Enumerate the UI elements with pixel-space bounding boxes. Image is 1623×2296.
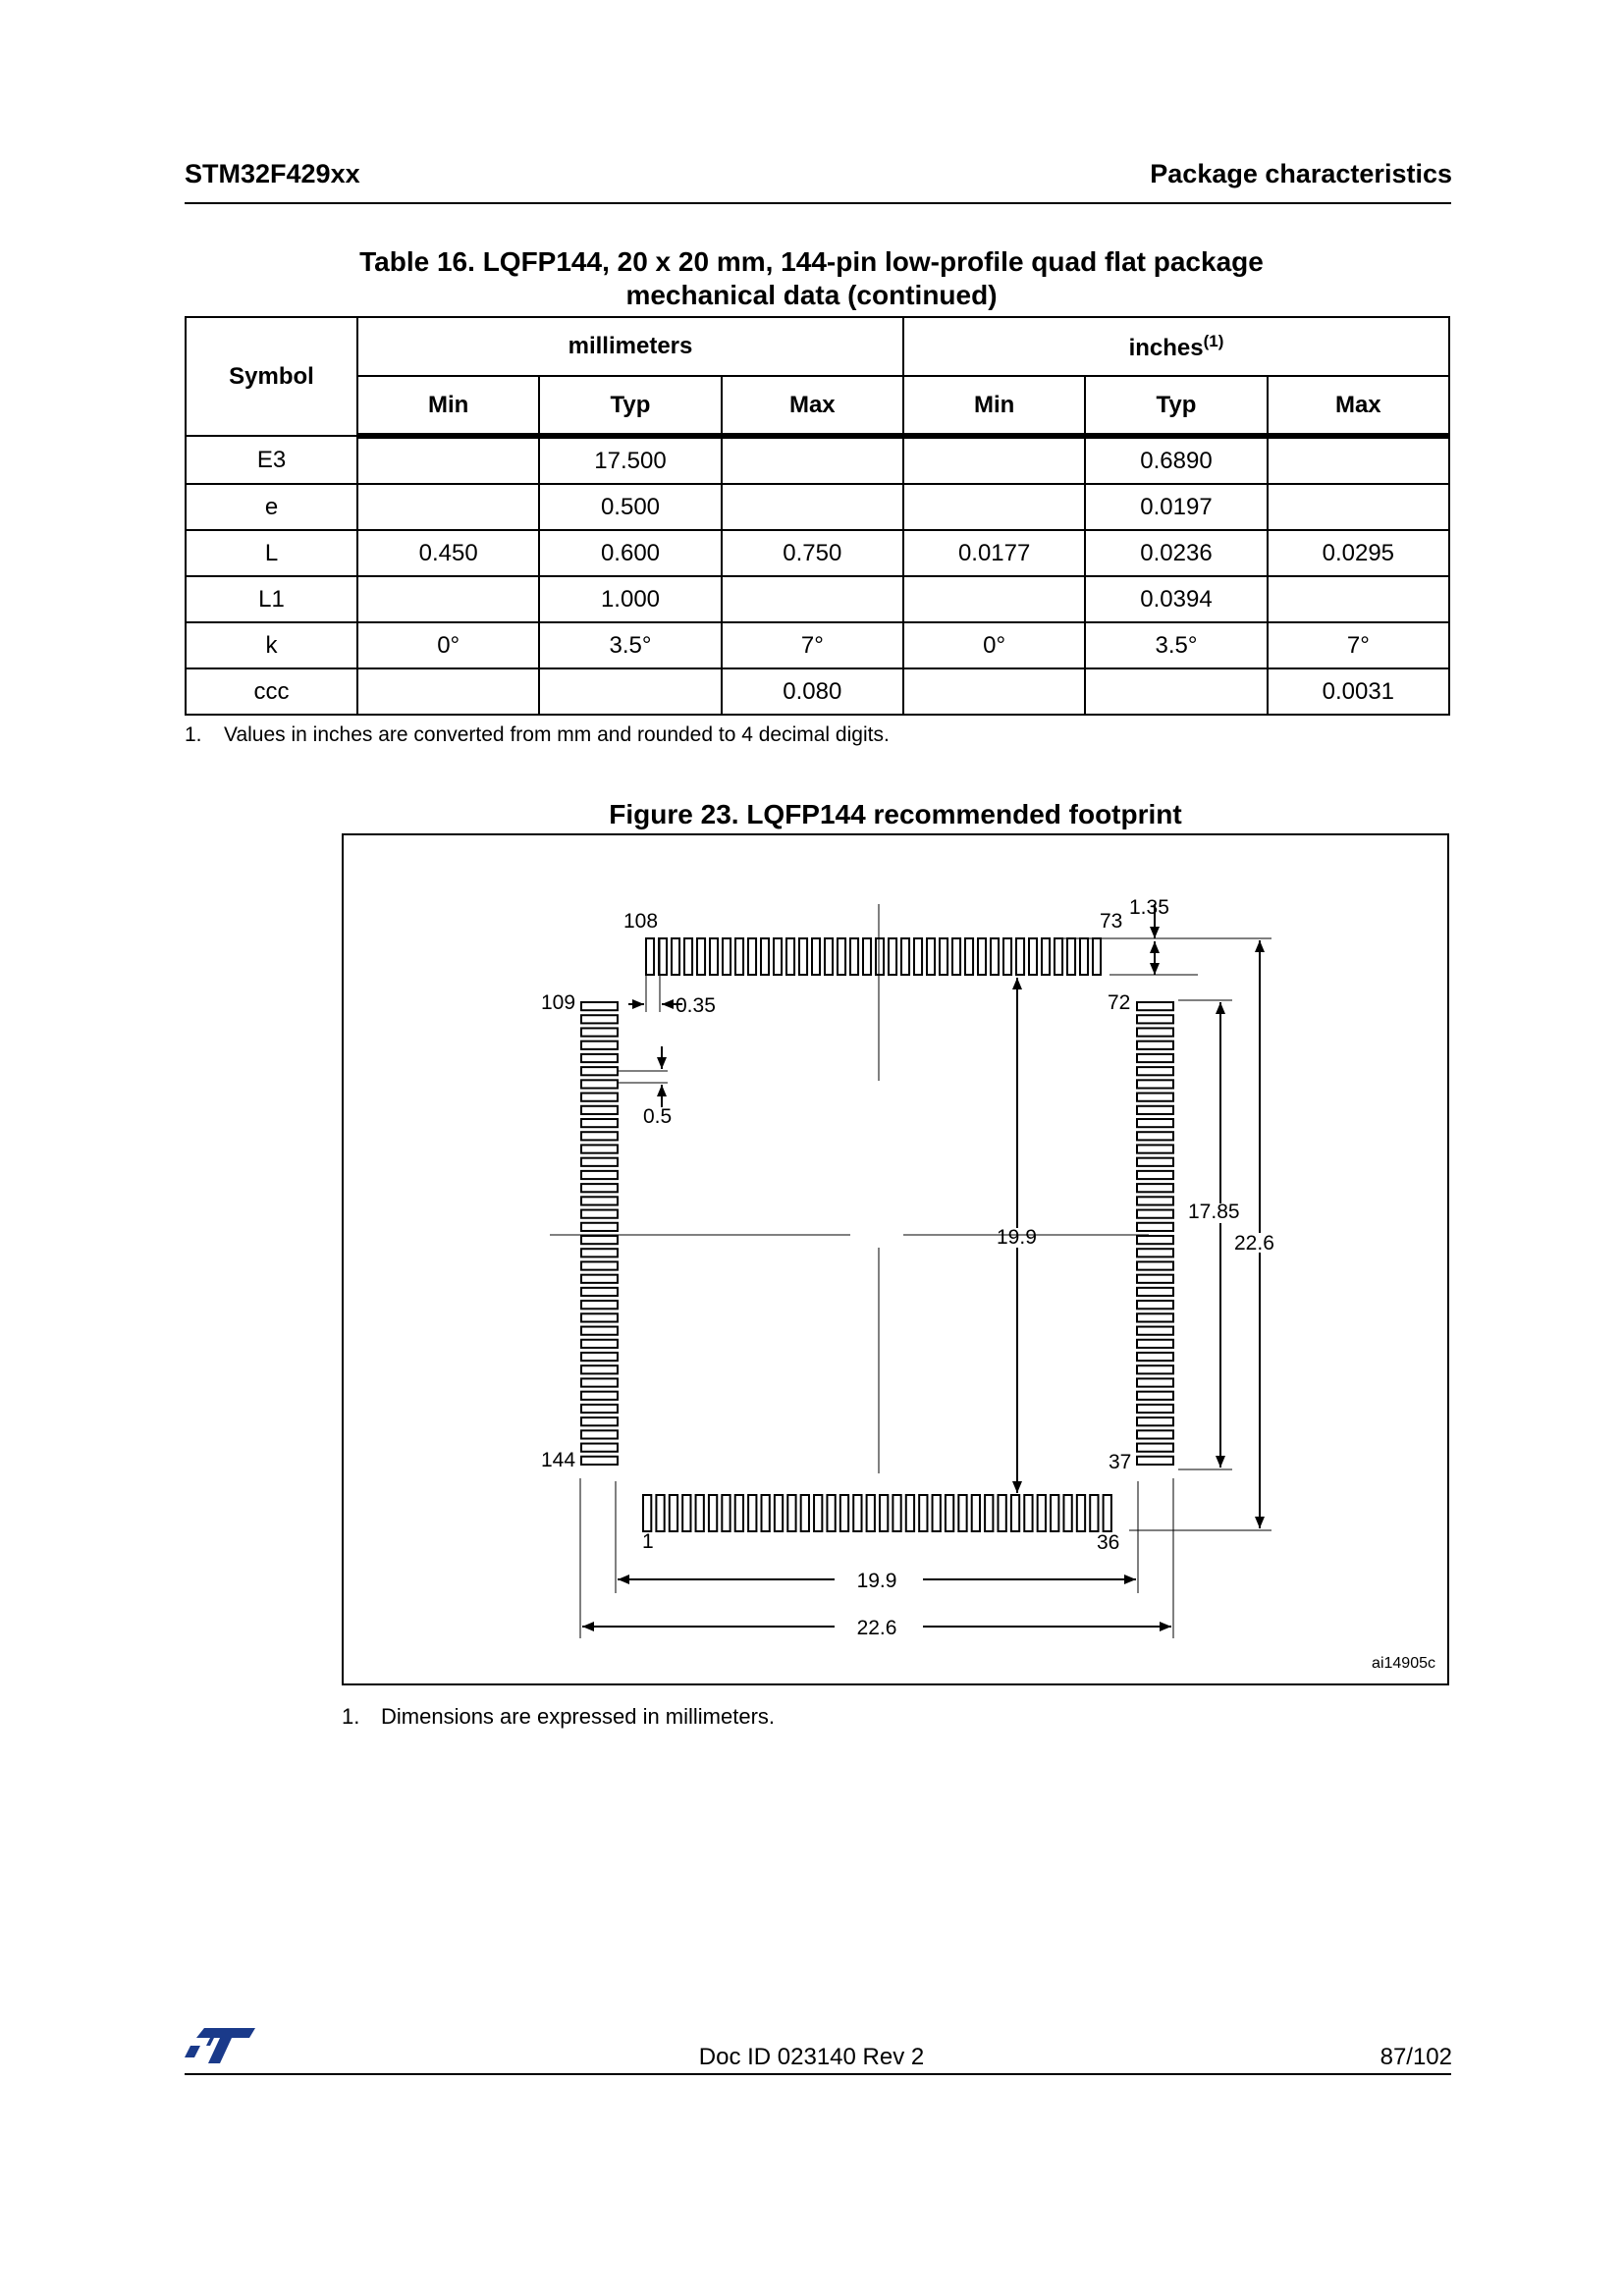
dim-label-inner-vertical: 19.9 xyxy=(997,1226,1037,1249)
value-cell xyxy=(357,668,539,715)
footnote-ref: (1) xyxy=(1203,331,1224,350)
table-row xyxy=(186,668,1449,715)
sub-header-mm-typ: Typ xyxy=(539,376,721,436)
pad-right xyxy=(1137,1223,1173,1231)
pad-right xyxy=(1137,1132,1173,1140)
pad-top xyxy=(672,938,679,975)
pad-top xyxy=(799,938,807,975)
pad-left xyxy=(581,1067,618,1075)
pad-bottom xyxy=(682,1495,690,1531)
value-cell xyxy=(903,436,1085,484)
pad-right xyxy=(1137,1288,1173,1296)
running-header-section: Package characteristics xyxy=(1150,159,1452,188)
sub-header-in-max: Max xyxy=(1268,376,1449,436)
pad-left xyxy=(581,1094,618,1101)
value-cell: 0.600 xyxy=(539,530,721,576)
pad-bottom xyxy=(999,1495,1006,1531)
pad-left xyxy=(581,1145,618,1152)
pad-left xyxy=(581,1249,618,1256)
pad-bottom xyxy=(946,1495,953,1531)
pad-left xyxy=(581,1132,618,1140)
pad-top xyxy=(786,938,794,975)
pad-right xyxy=(1137,1313,1173,1321)
pad-top xyxy=(876,938,884,975)
pad-left xyxy=(581,1054,618,1062)
pad-left xyxy=(581,1340,618,1348)
dim-label-inner-horizontal: 19.9 xyxy=(856,1570,897,1592)
symbol-cell: L xyxy=(186,530,357,576)
table-footnote-number: 1. xyxy=(185,723,202,746)
value-cell: 17.500 xyxy=(539,436,721,484)
pad-right xyxy=(1137,1210,1173,1218)
pad-left xyxy=(581,1015,618,1023)
pad-top xyxy=(723,938,730,975)
pad-right xyxy=(1137,1054,1173,1062)
pad-top xyxy=(710,938,718,975)
pad-left xyxy=(581,1119,618,1127)
pad-right xyxy=(1137,1378,1173,1386)
pad-left xyxy=(581,1327,618,1335)
sub-header-in-min: Min xyxy=(903,376,1085,436)
pad-right xyxy=(1137,1392,1173,1400)
pad-bottom xyxy=(906,1495,914,1531)
pad-right xyxy=(1137,1197,1173,1204)
pad-right xyxy=(1137,1261,1173,1269)
table-footnote: Values in inches are converted from mm and rounded to 4 decimal digits. xyxy=(224,723,890,746)
pad-left xyxy=(581,1353,618,1361)
dim-label-pad-span: 17.85 xyxy=(1188,1201,1240,1223)
pin-label-37: 37 xyxy=(1109,1451,1132,1473)
symbol-cell: E3 xyxy=(186,436,357,484)
pad-left xyxy=(581,1378,618,1386)
footprint-figure xyxy=(342,833,1449,1685)
value-cell xyxy=(539,668,721,715)
pad-bottom xyxy=(880,1495,888,1531)
pad-top xyxy=(1055,938,1062,975)
value-cell: 0.0295 xyxy=(1268,530,1449,576)
pad-left xyxy=(581,1223,618,1231)
value-cell: 0.750 xyxy=(722,530,903,576)
pin-label-108: 108 xyxy=(623,910,659,933)
symbol-cell: L1 xyxy=(186,576,357,622)
pad-right xyxy=(1137,1457,1173,1465)
pad-bottom xyxy=(722,1495,730,1531)
pad-left xyxy=(581,1002,618,1010)
pad-left xyxy=(581,1457,618,1465)
page-number: 87/102 xyxy=(1380,2044,1452,2070)
pad-bottom xyxy=(709,1495,717,1531)
pad-bottom xyxy=(801,1495,809,1531)
pad-bottom xyxy=(775,1495,783,1531)
dim-label-pad-length: 1.35 xyxy=(1129,896,1169,919)
pad-left xyxy=(581,1392,618,1400)
pad-right xyxy=(1137,1145,1173,1152)
pad-right xyxy=(1137,1041,1173,1049)
value-cell xyxy=(1085,668,1267,715)
pad-bottom xyxy=(853,1495,861,1531)
mechanical-data-table xyxy=(185,316,1450,716)
pad-bottom xyxy=(1063,1495,1071,1531)
pad-top xyxy=(1029,938,1037,975)
value-cell xyxy=(903,484,1085,530)
pad-top xyxy=(1080,938,1088,975)
pin-label-144: 144 xyxy=(541,1449,576,1471)
pad-top xyxy=(735,938,743,975)
pad-right xyxy=(1137,1028,1173,1036)
pad-left xyxy=(581,1236,618,1244)
pad-bottom xyxy=(643,1495,651,1531)
pad-left xyxy=(581,1210,618,1218)
pad-bottom xyxy=(1011,1495,1019,1531)
sub-header-in-typ: Typ xyxy=(1085,376,1267,436)
pad-left xyxy=(581,1106,618,1114)
pad-right xyxy=(1137,1002,1173,1010)
pad-bottom xyxy=(958,1495,966,1531)
pad-top xyxy=(748,938,756,975)
value-cell xyxy=(903,668,1085,715)
pad-bottom xyxy=(827,1495,835,1531)
pad-top xyxy=(991,938,999,975)
pad-top xyxy=(1042,938,1050,975)
group-millimeters-header: millimeters xyxy=(357,317,903,376)
pad-right xyxy=(1137,1158,1173,1166)
pad-bottom xyxy=(840,1495,848,1531)
pad-bottom xyxy=(933,1495,941,1531)
value-cell: 0.0031 xyxy=(1268,668,1449,715)
value-cell xyxy=(903,576,1085,622)
table-row xyxy=(186,622,1449,668)
pad-left xyxy=(581,1028,618,1036)
pin-label-73: 73 xyxy=(1100,910,1123,933)
pad-right xyxy=(1137,1236,1173,1244)
table-caption-line2: mechanical data (continued) xyxy=(625,280,998,310)
pad-left xyxy=(581,1444,618,1452)
pad-bottom xyxy=(919,1495,927,1531)
pad-right xyxy=(1137,1405,1173,1413)
pad-bottom xyxy=(1051,1495,1058,1531)
pad-top xyxy=(774,938,782,975)
pad-bottom xyxy=(893,1495,900,1531)
pad-top xyxy=(1003,938,1011,975)
pad-top xyxy=(761,938,769,975)
pad-top xyxy=(927,938,935,975)
col-symbol-header: Symbol xyxy=(186,317,357,436)
pad-right xyxy=(1137,1106,1173,1114)
pin-label-109: 109 xyxy=(541,991,576,1014)
pad-right xyxy=(1137,1080,1173,1088)
pad-right xyxy=(1137,1119,1173,1127)
pad-right xyxy=(1137,1275,1173,1283)
value-cell xyxy=(1268,484,1449,530)
pad-left xyxy=(581,1184,618,1192)
pad-top xyxy=(914,938,922,975)
value-cell: 0° xyxy=(357,622,539,668)
table-caption-line1: Table 16. LQFP144, 20 x 20 mm, 144-pin low-profile quad flat package xyxy=(359,246,1264,277)
pad-top xyxy=(850,938,858,975)
header-rule xyxy=(185,202,1451,204)
symbol-cell: e xyxy=(186,484,357,530)
dim-label-outer-vertical: 22.6 xyxy=(1234,1232,1274,1255)
footer-rule xyxy=(185,2073,1451,2075)
pad-left xyxy=(581,1417,618,1425)
value-cell: 0.500 xyxy=(539,484,721,530)
pad-left xyxy=(581,1158,618,1166)
group-inches-header: inches$^{(1)}$ xyxy=(903,317,1449,376)
pad-left xyxy=(581,1301,618,1308)
value-cell: 0.0197 xyxy=(1085,484,1267,530)
pad-bottom xyxy=(696,1495,704,1531)
pad-left xyxy=(581,1080,618,1088)
value-cell xyxy=(722,484,903,530)
pad-left xyxy=(581,1197,618,1204)
pad-top xyxy=(889,938,896,975)
pad-right xyxy=(1137,1430,1173,1438)
table-row xyxy=(186,530,1449,576)
pad-right xyxy=(1137,1184,1173,1192)
pad-left xyxy=(581,1261,618,1269)
value-cell: 1.000 xyxy=(539,576,721,622)
sub-header-mm-max: Max xyxy=(722,376,903,436)
pad-left xyxy=(581,1288,618,1296)
value-cell: 0.0177 xyxy=(903,530,1085,576)
footprint-drawing xyxy=(344,835,1447,1683)
pad-bottom xyxy=(1038,1495,1046,1531)
pad-left xyxy=(581,1365,618,1373)
pad-bottom xyxy=(985,1495,993,1531)
figure-ref-code: ai14905c xyxy=(1372,1655,1435,1672)
pad-right xyxy=(1137,1301,1173,1308)
table-row xyxy=(186,436,1449,484)
value-cell: 0.6890 xyxy=(1085,436,1267,484)
pad-top xyxy=(825,938,833,975)
pad-top xyxy=(965,938,973,975)
pad-top xyxy=(863,938,871,975)
pad-left xyxy=(581,1430,618,1438)
pad-right xyxy=(1137,1171,1173,1179)
pad-top xyxy=(812,938,820,975)
pad-right xyxy=(1137,1249,1173,1256)
pad-top xyxy=(684,938,692,975)
value-cell xyxy=(357,576,539,622)
running-header-title: STM32F429xx xyxy=(185,159,360,188)
value-cell: 7° xyxy=(722,622,903,668)
pin-label-1: 1 xyxy=(642,1530,654,1553)
pad-right xyxy=(1137,1365,1173,1373)
pad-bottom xyxy=(972,1495,980,1531)
pad-right xyxy=(1137,1340,1173,1348)
value-cell: 0.0236 xyxy=(1085,530,1267,576)
symbol-cell: k xyxy=(186,622,357,668)
figure-caption: Figure 23. LQFP144 recommended footprint xyxy=(609,799,1182,829)
figure-footnote-number: 1. xyxy=(342,1704,360,1729)
pad-top xyxy=(1067,938,1075,975)
figure-footnote: Dimensions are expressed in millimeters. xyxy=(381,1704,776,1729)
pad-top xyxy=(978,938,986,975)
value-cell xyxy=(357,436,539,484)
table-row xyxy=(186,484,1449,530)
pad-right xyxy=(1137,1067,1173,1075)
pad-right xyxy=(1137,1015,1173,1023)
dim-label-outer-horizontal: 22.6 xyxy=(856,1617,897,1639)
value-cell: 0° xyxy=(903,622,1085,668)
pad-left xyxy=(581,1313,618,1321)
pad-top xyxy=(901,938,909,975)
value-cell xyxy=(1268,576,1449,622)
value-cell: 3.5° xyxy=(1085,622,1267,668)
pad-bottom xyxy=(1077,1495,1085,1531)
figure-labels xyxy=(541,896,1435,1672)
pad-left xyxy=(581,1171,618,1179)
pin-label-36: 36 xyxy=(1097,1531,1120,1554)
pad-left xyxy=(581,1041,618,1049)
value-cell xyxy=(1268,436,1449,484)
value-cell xyxy=(722,576,903,622)
value-cell: 7° xyxy=(1268,622,1449,668)
value-cell: 3.5° xyxy=(539,622,721,668)
value-cell: 0.080 xyxy=(722,668,903,715)
pad-top xyxy=(838,938,845,975)
pad-right xyxy=(1137,1094,1173,1101)
pad-bottom xyxy=(1024,1495,1032,1531)
pad-bottom xyxy=(656,1495,664,1531)
pad-bottom xyxy=(787,1495,795,1531)
pad-bottom xyxy=(748,1495,756,1531)
sub-header-mm-min: Min xyxy=(357,376,539,436)
pad-bottom xyxy=(670,1495,677,1531)
pad-top xyxy=(646,938,654,975)
pad-top xyxy=(940,938,947,975)
pin-label-72: 72 xyxy=(1108,991,1131,1014)
value-cell: 0.0394 xyxy=(1085,576,1267,622)
value-cell xyxy=(357,484,539,530)
pad-right xyxy=(1137,1444,1173,1452)
doc-id: Doc ID 023140 Rev 2 xyxy=(698,2044,925,2070)
pad-bottom xyxy=(1104,1495,1111,1531)
pad-top xyxy=(952,938,960,975)
pad-bottom xyxy=(735,1495,743,1531)
pad-bottom xyxy=(762,1495,770,1531)
pad-top xyxy=(1016,938,1024,975)
value-cell: 0.450 xyxy=(357,530,539,576)
pad-right xyxy=(1137,1353,1173,1361)
pad-bottom xyxy=(1090,1495,1098,1531)
pad-right xyxy=(1137,1417,1173,1425)
pad-bottom xyxy=(867,1495,875,1531)
pad-left xyxy=(581,1275,618,1283)
pad-right xyxy=(1137,1327,1173,1335)
dim-label-pad-width: 0.35 xyxy=(676,994,716,1017)
dim-label-pitch: 0.5 xyxy=(643,1105,673,1128)
pad-bottom xyxy=(814,1495,822,1531)
symbol-cell: ccc xyxy=(186,668,357,715)
pad-top xyxy=(1093,938,1101,975)
value-cell xyxy=(722,436,903,484)
pad-left xyxy=(581,1405,618,1413)
table-row xyxy=(186,576,1449,622)
pad-top xyxy=(697,938,705,975)
